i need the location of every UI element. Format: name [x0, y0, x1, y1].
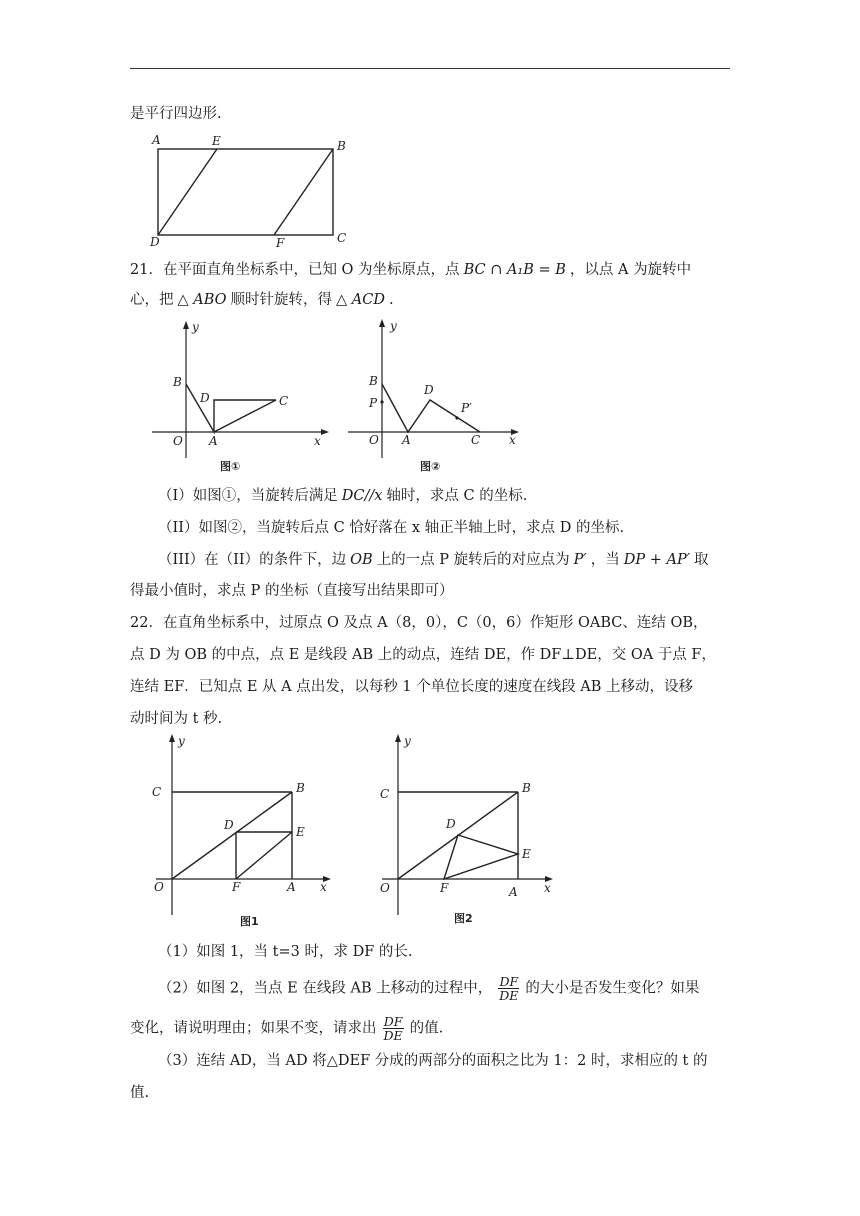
fraction-df-de: $\frac{DF}{DE}$: [499, 974, 519, 1003]
q21-figure-1: [148, 318, 338, 478]
label-O: O: [380, 881, 390, 895]
label-B: B: [337, 139, 346, 153]
label-x: x: [320, 880, 327, 894]
parallelogram-figure: [140, 132, 360, 250]
q22-line4: 动时间为 t 秒.: [130, 711, 223, 727]
label-x: x: [314, 434, 321, 448]
label-D: D: [200, 391, 210, 405]
label-E: E: [522, 847, 531, 861]
q21-part1: （I）如图①，当旋转后满足 DC//x 轴时，求点 C 的坐标.: [158, 488, 528, 504]
label-y: y: [192, 320, 199, 334]
label-y: y: [390, 319, 397, 333]
q22-part2-line2: 变化，请说明理由；如果不变，请求出 $\frac{DF}{DE}$ 的值.: [130, 1014, 444, 1043]
label-O: O: [173, 434, 183, 448]
label-D: D: [446, 817, 456, 831]
label-B: B: [173, 375, 182, 389]
label-A: A: [402, 433, 411, 447]
label-D: D: [424, 383, 434, 397]
label-C: C: [337, 231, 347, 245]
label-x: x: [509, 433, 516, 447]
q22-line3: 连结 EF．已知点 E 从 A 点出发，以每秒 1 个单位长度的速度在线段 AB 上移动，设移: [130, 679, 694, 695]
label-F: F: [232, 880, 241, 894]
label-P: P: [369, 396, 378, 410]
q21-part3-line2: 得最小值时，求点 P 的坐标（直接写出结果即可）: [130, 583, 454, 599]
caption: 图①: [220, 460, 241, 473]
label-y: y: [404, 734, 411, 748]
label-B: B: [296, 781, 305, 795]
q22-figure-1: [146, 730, 346, 935]
q22-part3: （3）连结 AD，当 AD 将△DEF 分成的两部分的面积之比为 1：2 时，求相应的 t 的: [158, 1053, 708, 1069]
q22-figure-2: [372, 730, 572, 935]
label-O: O: [154, 880, 164, 894]
caption: 图2: [454, 912, 473, 925]
q22-part1: （1）如图 1，当 t=3 时，求 DF 的长.: [158, 944, 413, 960]
label-O: O: [369, 433, 379, 447]
q22-part3-line2: 值.: [130, 1085, 150, 1101]
label-A: A: [287, 880, 296, 894]
label-C: C: [380, 787, 390, 801]
label-y: y: [178, 734, 185, 748]
q22-line2: 点 D 为 OB 的中点，点 E 是线段 AB 上的动点，连结 DE，作 DF⊥DE，交 OA 于点 F，: [130, 647, 716, 663]
label-C: C: [279, 394, 289, 408]
prev-question-tail: 是平行四边形.: [130, 106, 222, 122]
label-D: D: [224, 818, 234, 832]
label-A: A: [152, 133, 161, 147]
label-D: D: [150, 235, 160, 249]
caption: 图1: [240, 915, 259, 928]
label-A: A: [209, 434, 218, 448]
q22-part2: （2）如图 2，当点 E 在线段 AB 上移动的过程中， $\frac{DF}{DE}$ 的大小是否发生变化？如果: [158, 974, 700, 1003]
label-x: x: [544, 881, 551, 895]
q21-line2: 心，把 △ ABO 顺时针旋转，得 △ ACD .: [130, 292, 394, 308]
q21-line1: 21．在平面直角坐标系中，已知 O 为坐标原点，点 BC ∩ A₁B = B ，以点 A 为旋转中: [130, 262, 692, 278]
label-E: E: [296, 825, 305, 839]
label-F: F: [440, 881, 449, 895]
label-B: B: [522, 781, 531, 795]
label-C: C: [471, 433, 481, 447]
fraction-df-de: $\frac{DF}{DE}$: [383, 1014, 403, 1043]
q21-part2: （II）如图②，当旋转后点 C 恰好落在 x 轴正半轴上时，求点 D 的坐标.: [158, 520, 625, 536]
q21-part3: （III）在（II）的条件下，边 OB 上的一点 P 旋转后的对应点为 P′ ，当 DP + AP′ 取: [158, 552, 709, 568]
header-rule: [130, 68, 730, 69]
label-F: F: [276, 236, 285, 250]
q21-figure-2: [344, 318, 534, 478]
q22-line1: 22．在直角坐标系中，过原点 O 及点 A（8，0），C（0，6）作矩形 OABC、连结 OB，: [130, 615, 708, 631]
label-P-prime: P′: [461, 401, 472, 415]
label-A: A: [509, 885, 518, 899]
label-B: B: [369, 374, 378, 388]
label-E: E: [212, 134, 221, 148]
caption: 图②: [420, 460, 441, 473]
label-C: C: [152, 785, 162, 799]
